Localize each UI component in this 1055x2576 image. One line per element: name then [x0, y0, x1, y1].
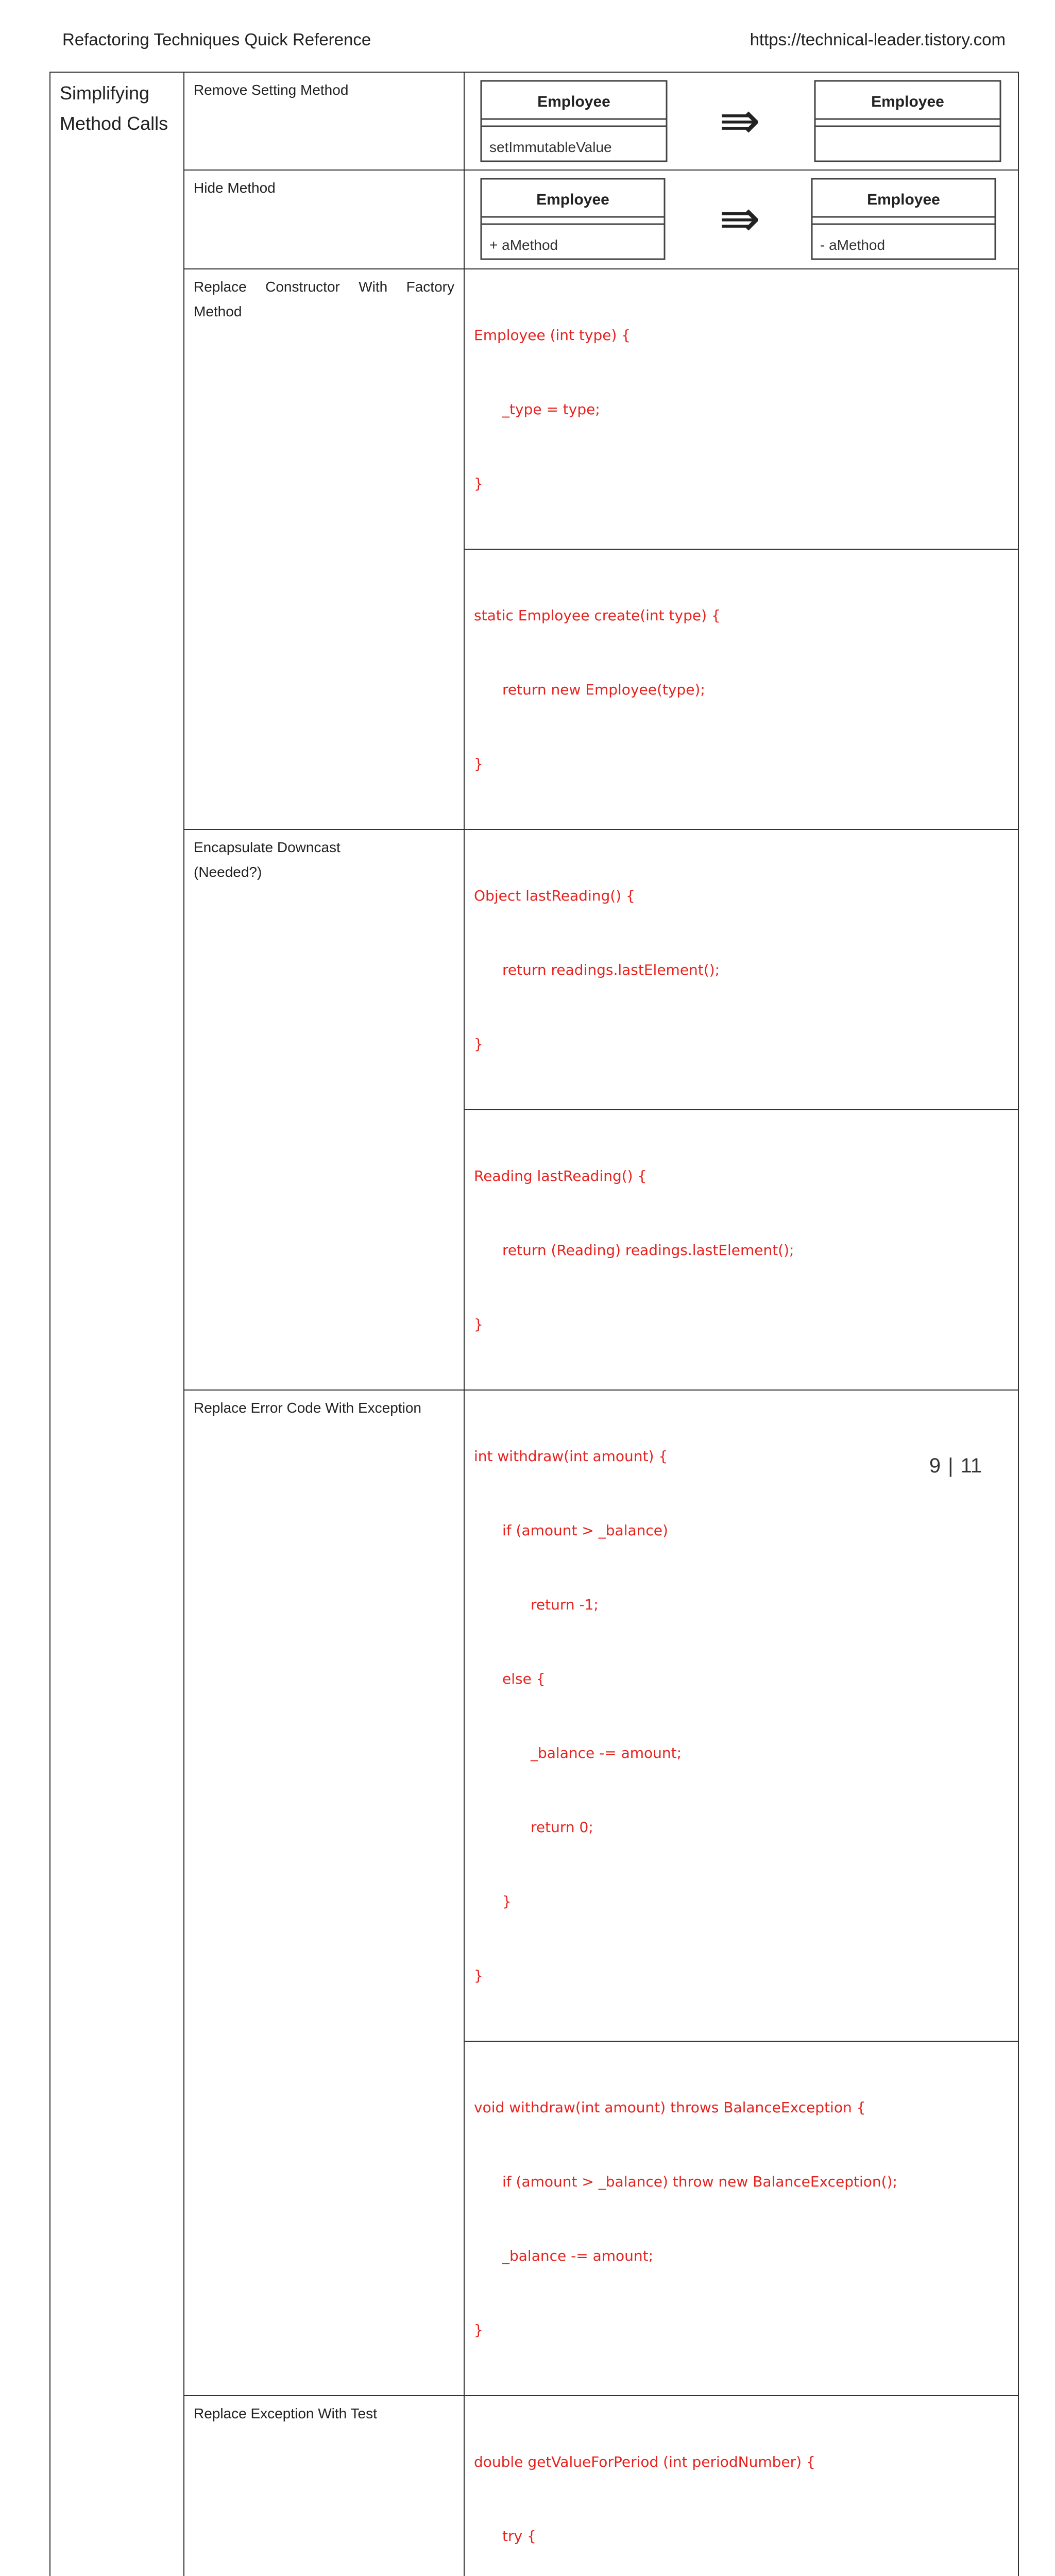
technique-name: Replace Error Code With Exception: [194, 1400, 421, 1416]
code-after: [465, 1110, 1018, 1389]
code-before-cell: [464, 269, 1018, 549]
table-row: [50, 829, 1018, 1110]
code-line: }: [474, 475, 483, 492]
code-line: }: [474, 2321, 483, 2338]
code-before-cell: [464, 1390, 1018, 2041]
code-line: static Employee create(int type) {: [474, 607, 721, 624]
technique-name: Hide Method: [194, 180, 276, 196]
code-before: [465, 1391, 1018, 2041]
code-line: void withdraw(int amount) throws BalanceException {: [474, 2099, 866, 2116]
technique-name: Replace Constructor With Factory Method: [194, 279, 454, 319]
code-line: double getValueForPeriod (int periodNumber) {: [474, 2453, 815, 2470]
remove-setting-method-diagram: [465, 73, 1018, 170]
code-line: Reading lastReading() {: [474, 1167, 647, 1184]
category-cell: [50, 72, 184, 2576]
code-before: [465, 830, 1018, 1109]
class-name: Employee: [867, 191, 940, 208]
code-before: [465, 2396, 1018, 2576]
table-row: [50, 1390, 1018, 2041]
category-label: Simplifying Method Calls: [60, 82, 168, 134]
code-line: }: [502, 1893, 512, 1910]
code-after: [465, 550, 1018, 829]
method-name: - aMethod: [820, 237, 886, 253]
code-line: _balance -= amount;: [502, 2247, 654, 2264]
header-title: Refactoring Techniques Quick Reference: [62, 30, 371, 49]
code-line: Object lastReading() {: [474, 887, 635, 904]
technique-cell: [184, 269, 464, 829]
code-line: }: [474, 755, 483, 772]
code-before: [465, 269, 1018, 549]
refactor-arrow-icon: ⇛: [719, 92, 761, 149]
code-line: else {: [502, 1670, 546, 1687]
code-line: Employee (int type) {: [474, 327, 631, 344]
code-line: if (amount > _balance): [502, 1522, 668, 1539]
hide-method-diagram: [465, 171, 1018, 268]
table-row: [50, 170, 1018, 269]
technique-cell: [184, 829, 464, 1390]
technique-cell: [184, 170, 464, 269]
code-line: return new Employee(type);: [502, 681, 705, 698]
diagram-cell: [464, 72, 1018, 170]
technique-cell: [184, 1390, 464, 2396]
method-name: setImmutableValue: [489, 139, 612, 155]
code-line: return (Reading) readings.lastElement();: [502, 1242, 794, 1259]
code-line: _balance -= amount;: [531, 1744, 682, 1761]
code-line: try {: [502, 2528, 536, 2545]
code-line: return 0;: [531, 1819, 593, 1836]
class-box-before: [481, 179, 665, 259]
class-box-after: [815, 81, 1000, 161]
reference-table: [49, 72, 1019, 2576]
technique-name: Replace Exception With Test: [194, 2405, 377, 2421]
technique-name: Remove Setting Method: [194, 82, 349, 98]
code-line: }: [474, 1967, 483, 1984]
code-line: return readings.lastElement();: [502, 961, 720, 978]
table-row: [50, 269, 1018, 549]
header-url: https://technical-leader.tistory.com: [750, 30, 1006, 49]
code-after: [465, 2042, 1018, 2395]
method-name: + aMethod: [489, 237, 558, 253]
class-name: Employee: [536, 191, 609, 208]
technique-cell: [184, 72, 464, 170]
table-row: [50, 2396, 1018, 2576]
class-name: Employee: [537, 93, 610, 110]
page-number: 9 | 11: [929, 1454, 982, 1477]
code-line: }: [474, 1036, 483, 1053]
code-after-cell: [464, 549, 1018, 829]
code-before-cell: [464, 2396, 1018, 2576]
class-box-after: [812, 179, 995, 259]
class-name: Employee: [871, 93, 944, 110]
code-line: }: [474, 1316, 483, 1333]
class-box-before: [481, 81, 667, 161]
code-line: if (amount > _balance) throw new BalanceException();: [502, 2173, 897, 2190]
technique-name: Encapsulate Downcast (Needed?): [194, 839, 341, 880]
code-line: _type = type;: [502, 401, 600, 418]
refactor-arrow-icon: ⇛: [719, 190, 761, 247]
code-line: int withdraw(int amount) {: [474, 1448, 668, 1465]
table-row: [50, 72, 1018, 170]
technique-cell: [184, 2396, 464, 2576]
diagram-cell: [464, 170, 1018, 269]
code-before-cell: [464, 829, 1018, 1110]
code-after-cell: [464, 2041, 1018, 2396]
code-after-cell: [464, 1110, 1018, 1390]
code-line: return -1;: [531, 1596, 599, 1613]
